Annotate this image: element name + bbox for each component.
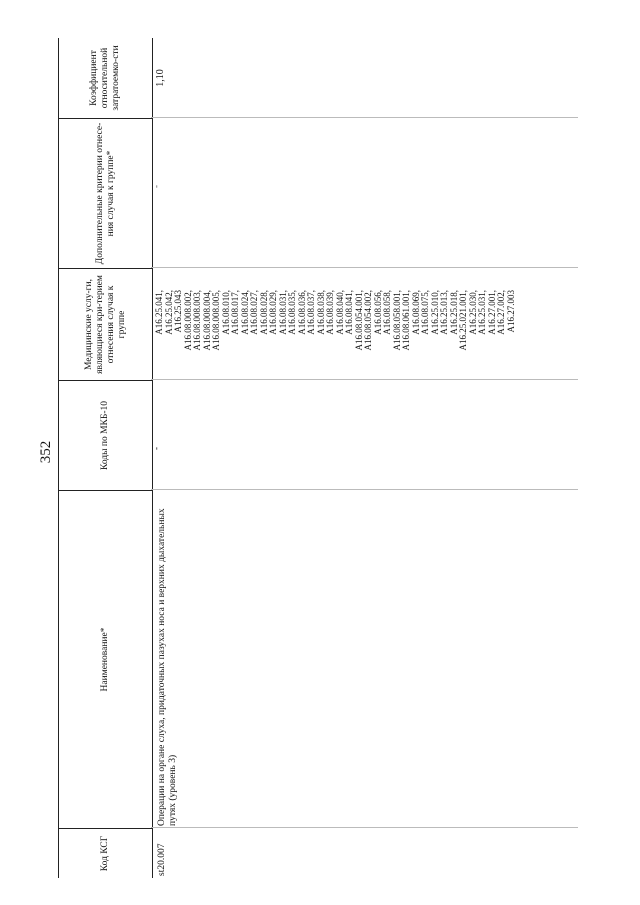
- service-code: А16.27.003: [505, 290, 516, 333]
- service-code: А16.25.021.001,: [458, 290, 468, 351]
- cell-coef: 1,10: [155, 69, 166, 87]
- page-number: 352: [38, 440, 54, 464]
- service-code: А16.08.017,: [230, 290, 240, 335]
- service-code: А16.08.038,: [315, 290, 326, 335]
- service-code: А16.08.027,: [249, 290, 259, 335]
- service-code: А16.25.018,: [448, 290, 459, 335]
- service-code: А16.08.069,: [410, 290, 421, 335]
- service-code: А16.08.024,: [239, 290, 250, 335]
- service-code: А16.08.058.001,: [391, 290, 402, 351]
- divider: [151, 267, 578, 268]
- service-code: А16.08.054.002,: [363, 290, 373, 351]
- service-code: А16.08.061.001,: [401, 290, 411, 351]
- cell-icd: -: [151, 447, 161, 450]
- header-icd: Коды по МКБ-10: [59, 380, 152, 490]
- service-code: А16.08.041,: [344, 290, 354, 335]
- service-code: А16.25.041,: [154, 290, 164, 335]
- cell-name: Операции на органе слуха, придаточных пазухах носа и верхних дыхательных путях (уровень 3): [157, 508, 178, 826]
- header-name: Наименование*: [59, 490, 152, 828]
- service-code: А16.08.008.004,: [201, 290, 212, 351]
- service-code: А16.25.043: [173, 290, 183, 333]
- service-code: А16.25.010,: [429, 290, 440, 335]
- service-code: А16.08.058,: [382, 290, 392, 335]
- service-code: А16.27.002,: [496, 290, 506, 335]
- divider: [151, 489, 578, 490]
- service-code: А16.08.037,: [306, 290, 316, 335]
- rotated-table: [58, 38, 578, 878]
- cell-criteria: -: [151, 185, 161, 188]
- table-row: [151, 38, 578, 878]
- service-code: А16.08.056,: [372, 290, 383, 335]
- service-code: А16.08.008.005,: [211, 290, 221, 351]
- header-criteria: Дополнительные критерии отнесе-ния случая к группе*: [59, 118, 152, 268]
- service-code: А16.25.031,: [477, 290, 487, 335]
- service-code: А16.25.013,: [439, 290, 449, 335]
- service-code: А16.08.010,: [220, 290, 231, 335]
- cell-code: st20.007: [157, 843, 167, 876]
- service-code: А16.08.075,: [420, 290, 430, 335]
- header-services: Медицинские услу-ги, являющиеся кри-терием отнесения случая к группе: [59, 268, 152, 380]
- service-code: А16.08.029,: [268, 290, 278, 335]
- service-code: А16.08.035,: [287, 290, 297, 335]
- divider: [151, 827, 578, 828]
- service-code: А16.08.031,: [277, 290, 288, 335]
- service-code: А16.08.008.002,: [182, 290, 193, 351]
- header-code: Код КСГ: [59, 828, 152, 878]
- table-header: [58, 38, 153, 878]
- service-code: А16.08.039,: [325, 290, 335, 335]
- header-coef: Коэффициент относительной затратоемко-сти: [89, 45, 121, 111]
- service-code: А16.25.042,: [163, 290, 174, 335]
- service-code: А16.08.008.003,: [192, 290, 202, 351]
- service-code: А16.08.054.001,: [353, 290, 364, 351]
- service-code: А16.27.001,: [486, 290, 497, 335]
- service-code: А16.08.040,: [334, 290, 345, 335]
- cell-services: [155, 290, 516, 360]
- divider: [151, 117, 578, 118]
- divider: [151, 379, 578, 380]
- service-code: А16.08.028,: [258, 290, 269, 335]
- service-code: А16.25.030,: [467, 290, 478, 335]
- service-code: А16.08.036,: [296, 290, 307, 335]
